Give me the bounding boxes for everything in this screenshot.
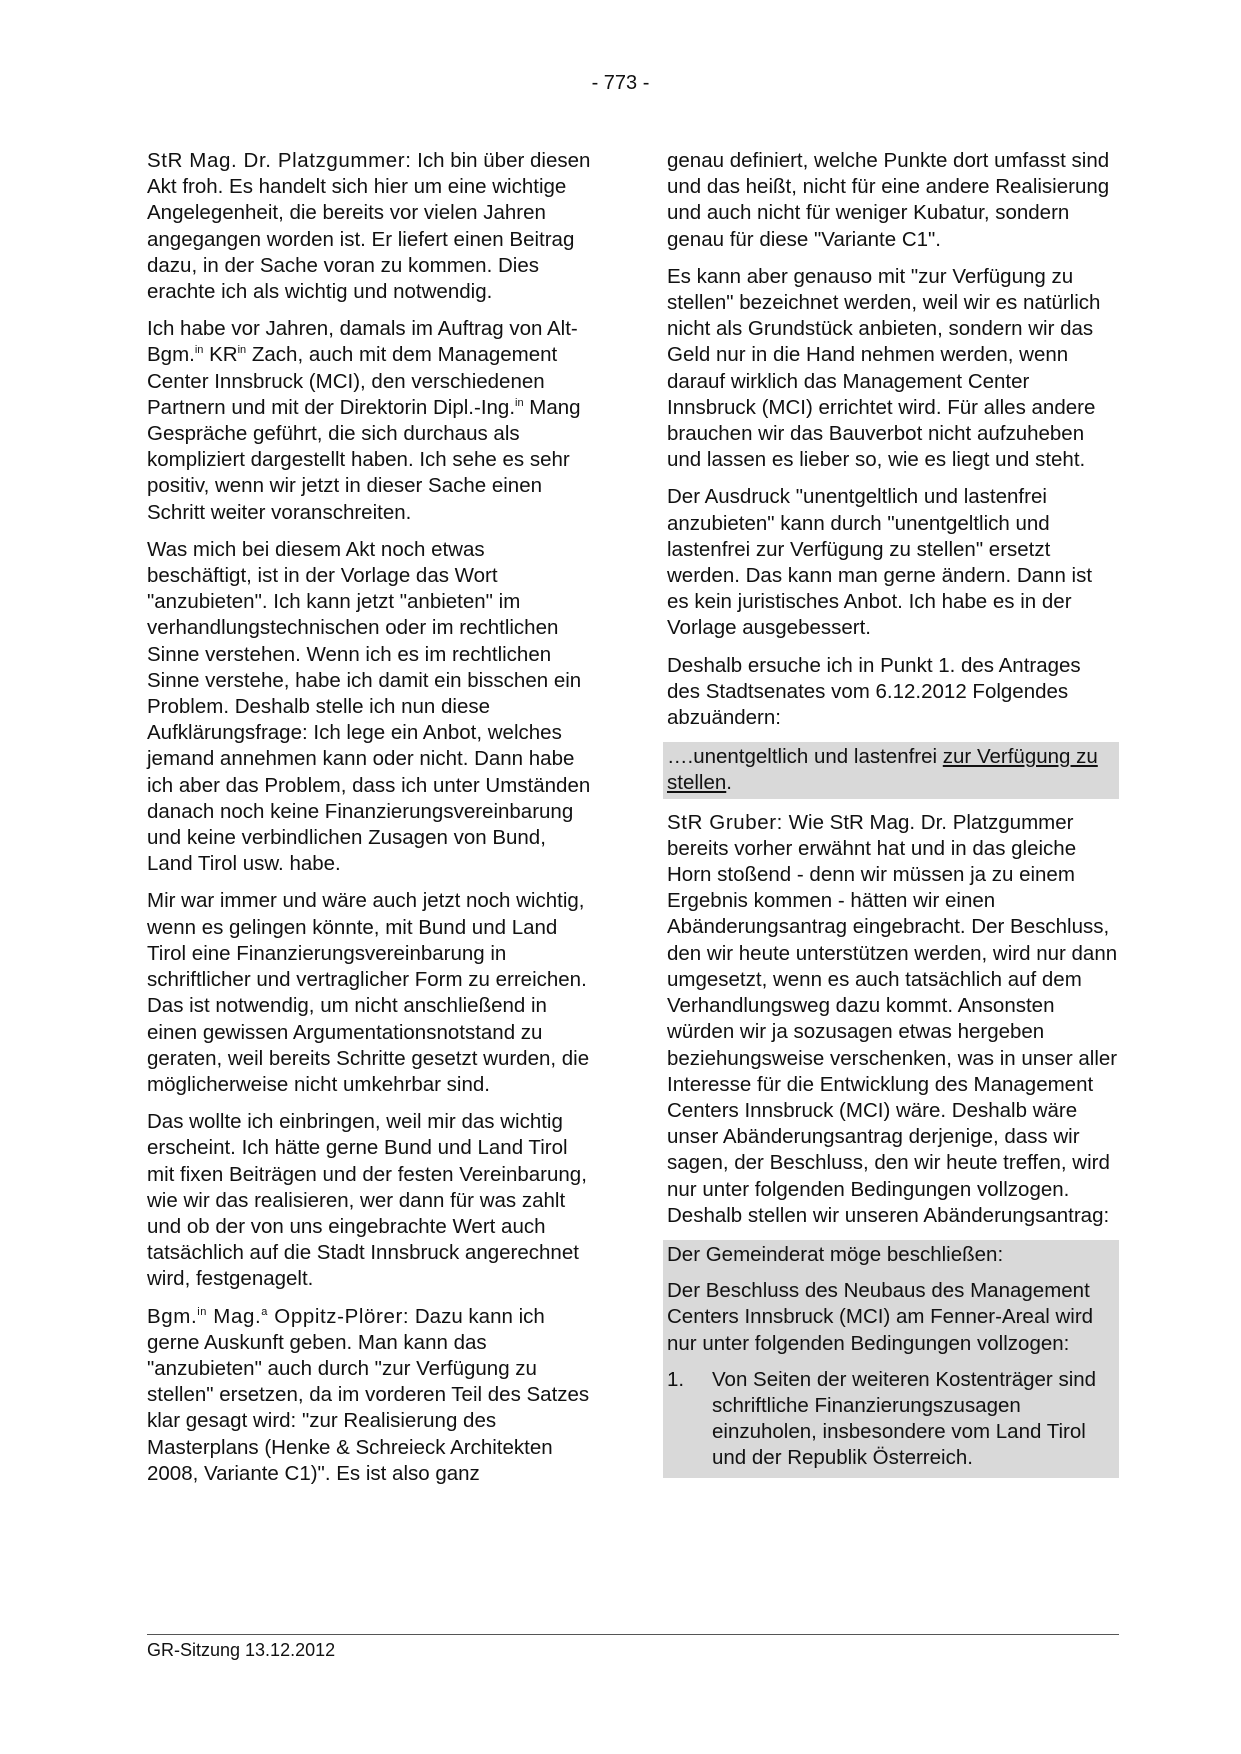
paragraph: Ich habe vor Jahren, damals im Auftrag von Alt-Bgm.$^{in}$ $KR^{in}$ Zach, auch mit dem Management Center Innsbruck (MCI), den verschiedenen Partnern und mit der Direktorin Dipl.-Ing.$^{in}$ Mang Gespräche geführt, die sich durchaus als kompliziert dargestellt haben. Ich sehe es sehr positiv, wenn wir jetzt in dieser Sache einen Schritt weiter voranschreiten. <box>147 317 581 524</box>
list-number: 1. <box>667 1367 685 1391</box>
paragraph: Deshalb ersuche ich in Punkt 1. des Antrages des Stadtsenates vom 6.12.2012 Folgendes abzuändern: <box>667 653 1081 730</box>
paragraph: Bgm.$^{in}$ Mag.$^a$ Oppitz-Plörer: Dazu kann ich gerne Auskunft geben. Man kann das "anzubieten" auch durch "zur Verfügung zu stellen" ersetzen, da im vorderen Teil des Satzes klar gesagt wird: "zur Realisierung des Masterplans (Henke & Schreieck Architekten 2008, Variante C1)". Es ist also ganz <box>147 1304 590 1485</box>
footer-divider <box>147 1634 1119 1635</box>
motion-paragraph: Der Beschluss des Neubaus des Management Centers Innsbruck (MCI) am Fenner-Areal wird nur unter folgenden Bedingungen vollzogen: <box>667 1279 1094 1355</box>
paragraph: Das wollte ich einbringen, weil mir das wichtig erscheint. Ich hätte gerne Bund und Land Tirol mit fixen Beiträgen und der festen Vereinbarung, wie wir das realisieren, wer dann für was zahlt und ob der von uns eingebrachte Wert auch tatsächlich auf die Stadt Innsbruck angerechnet wird, festgenagelt. <box>147 1110 587 1291</box>
motion-list-item <box>667 1367 1115 1472</box>
paragraph: Es kann aber genauso mit "zur Verfügung zu stellen" bezeichnet werden, weil wir es natürlich nicht als Grundstück anbieten, sondern wir das Geld nur in die Hand nehmen werden, wenn darauf wirklich das Management Center Innsbruck (MCI) errichtet wird. Für alles andere brauchen wir das Bauverbot nicht aufzuheben und lassen es lieber so, wie es liegt und steht. <box>667 264 1101 472</box>
paragraph: Was mich bei diesem Akt noch etwas beschäftigt, ist in der Vorlage das Wort "anzubieten". Ich kann jetzt "anbieten" im verhandlungstechnischen oder im rechtlichen Sinne verstehen. Wenn ich es im rechtlichen Sinne verstehe, habe ich damit ein bisschen ein Problem. Deshalb stelle ich nun diese Aufklärungsfrage: Ich lege ein Anbot, welches jemand annehmen kann oder nicht. Dann habe ich aber das Problem, dass ich unter Umständen danach noch keine Finanzierungsvereinbarung und keine verbindlichen Zusagen von Bund, Land Tirol usw. habe. <box>147 537 591 876</box>
amendment-quote: ….unentgeltlich und lastenfrei zur Verfügung zu stellen. <box>663 742 1119 798</box>
paragraph: StR Mag. Dr. Platzgummer: Ich bin über diesen Akt froh. Es handelt sich hier um eine wichtige Angelegenheit, die bereits vor vielen Jahren angegangen worden ist. Er liefert einen Beitrag dazu, in der Sache voran zu kommen. Dies erachte ich als wichtig und notwendig. <box>147 149 591 304</box>
speaker-name: StR Mag. Dr. Platzgummer: <box>147 149 412 172</box>
right-column <box>667 148 1119 1478</box>
page-number: - 773 - <box>591 72 650 94</box>
paragraph: Mir war immer und wäre auch jetzt noch wichtig, wenn es gelingen könnte, mit Bund und Land Tirol eine Finanzierungsvereinbarung in schriftlicher und vertraglicher Form zu erreichen. Das ist notwendig, um nicht anschließend in einen gewissen Argumentationsnotstand zu geraten, weil bereits Schritte gesetzt wurden, die möglicherweise nicht umkehrbar sind. <box>147 889 590 1096</box>
list-text: Von Seiten der weiteren Kostenträger sind schriftliche Finanzierungszusagen einzuholen, insbesondere vom Land Tirol und der Republik Österreich. <box>712 1367 1097 1470</box>
paragraph: StR Gruber: Wie StR Mag. Dr. Platzgummer bereits vorher erwähnt hat und in das gleiche Horn stoßend - denn wir müssen ja zu einem Ergebnis kommen - hätten wir einen Abänderungsantrag eingebracht. Der Beschluss, den wir heute unterstützen werden, wird nur dann umgesetzt, wenn es auch tatsächlich auf dem Verhandlungsweg dazu kommt. Ansonsten würden wir ja sozusagen etwas hergeben beziehungsweise verschenken, was in unser aller Interesse für die Entwicklung des Management Centers Innsbruck (MCI) wäre. Deshalb wäre unser Abänderungsantrag derjenige, dass wir sagen, der Beschluss, den wir heute treffen, wird nur unter folgenden Bedingungen vollzogen. Deshalb stellen wir unseren Abänderungsantrag: <box>667 810 1118 1227</box>
speaker-name: Bgm.$^{in}$ Mag.$^a$ Oppitz-Plörer: <box>147 1304 410 1328</box>
paragraph: Der Ausdruck "unentgeltlich und lastenfrei anzubieten" kann durch "unentgeltlich und lastenfrei zur Verfügung zu stellen" ersetzt werden. Das kann man gerne ändern. Dann ist es kein juristisches Anbot. Ich habe es in der Vorlage ausgebessert. <box>667 485 1093 640</box>
motion-heading: Der Gemeinderat möge beschließen: <box>667 1242 1004 1266</box>
footer-text: GR-Sitzung 13.12.2012 <box>147 1640 336 1660</box>
paragraph: genau definiert, welche Punkte dort umfasst sind und das heißt, nicht für eine andere Realisierung und auch nicht für weniger Kubatur, sondern genau für diese "Variante C1". <box>667 149 1110 251</box>
speaker-name: StR Gruber: <box>667 810 783 834</box>
motion-box <box>663 1240 1119 1478</box>
left-column <box>147 148 592 1498</box>
